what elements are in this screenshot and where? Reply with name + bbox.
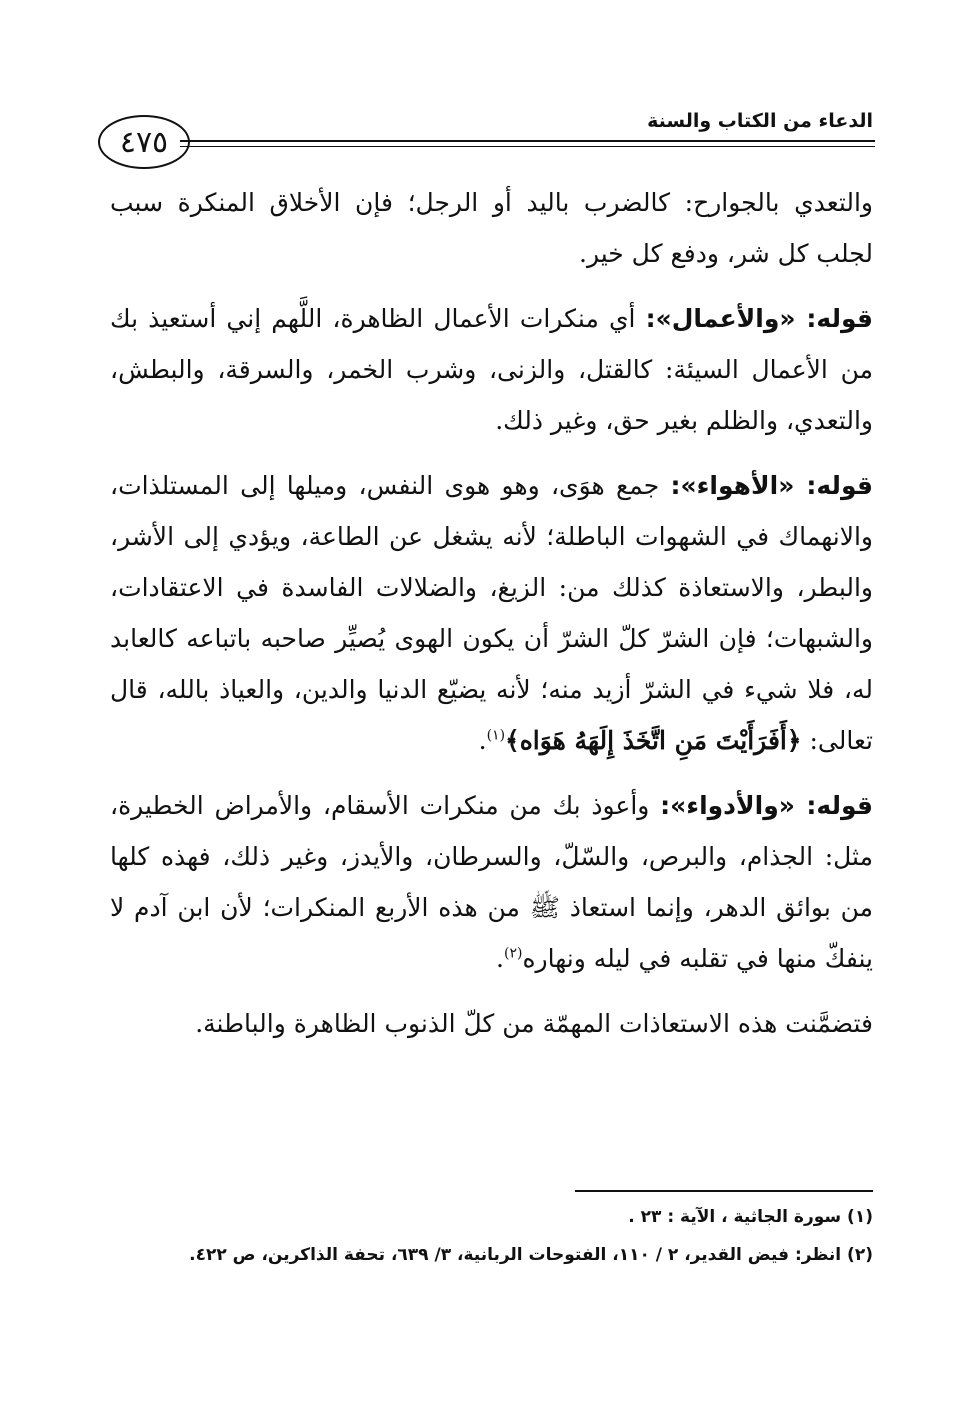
paragraph-4-text: وأعوذ بك من منكرات الأسقام، والأمراض الخطيرة، مثل: الجذام، والبرص، والسّلّ، والسرطان، والأيدز، وغير ذلك، فهذه كلها من بوائق الدهر، وإنما استعاذ ﷺ من هذه الأربع المنكرات؛ لأن ابن آدم لا ينفكّ منها في تقلبه في ليله ونهاره: [110, 791, 873, 973]
footnote-1: (١) سورة الجاثية ، الآية : ٢٣ .: [628, 1207, 873, 1227]
paragraph-2: [110, 293, 873, 446]
header-rule-thin: [180, 146, 875, 147]
paragraph-2-text: أي منكرات الأعمال الظاهرة، اللَّهم إني أستعيذ بك من الأعمال السيئة: كالقتل، والزنى، وشرب الخمر، والسرقة، والبطش، والتعدي، والظلم بغير حق، وغير ذلك.: [110, 304, 873, 435]
paragraph-3-text: جمع هوَى، وهو هوى النفس، وميلها إلى المستلذات، والانهماك في الشهوات الباطلة؛ لأنه يشغل عن الطاعة، ويؤدي إلى الأشر، والبطر، والاستعاذة كذلك من: الزيغ، والضلالات الفاسدة في الاعتقادات، والشبهات؛ فإن الشرّ كلّ الشرّ أن يكون الهوى يُصيِّر صاحبه باتباعه كالعابد له، فلا شيء في الشرّ أزيد منه؛ لأنه يضيّع الدنيا والدين، والعياذ بالله، قال تعالى:: [110, 471, 873, 755]
paragraph-3-lead: قوله: «الأهواء»:: [670, 471, 873, 500]
paragraph-1: والتعدي بالجوارح: كالضرب باليد أو الرجل؛ فإن الأخلاق المنكرة سبب لجلب كل شر، ودفع كل خير.: [110, 188, 873, 268]
paragraph-4: [110, 780, 873, 984]
paragraph-4-end: .: [496, 944, 504, 973]
running-header-title: الدعاء من الكتاب والسنة: [647, 110, 873, 132]
footnote-rule: [575, 1190, 873, 1192]
paragraph-2-lead: قوله: «والأعمال»:: [645, 304, 873, 333]
footnote-2: (٢) انظر: فيض القدير، ٢ / ١١٠، الفتوحات الربانية، ٣/ ٦٣٩، تحفة الذاكرين، ص ٤٢٢.: [189, 1245, 873, 1265]
header-rule: [180, 140, 875, 142]
paragraph-3-end: .: [478, 726, 487, 755]
paragraph-5: فتضمَّنت هذه الاستعاذات المهمّة من كلّ الذنوب الظاهرة والباطنة.: [195, 1009, 873, 1038]
footnote-ref-1: (١): [486, 727, 506, 744]
paragraph-3: [110, 460, 873, 766]
quran-verse: ﴿أَفَرَأَيْتَ مَنِ اتَّخَذَ إِلَهَهُ هَوَاه﴾: [505, 726, 802, 755]
footnote-ref-2: (٢): [503, 945, 523, 962]
paragraph-4-lead: قوله: «والأدواء»:: [660, 791, 873, 820]
page-number: ٤٧٥: [98, 115, 190, 169]
footnotes: [110, 1198, 873, 1274]
body-text: [110, 177, 873, 1063]
